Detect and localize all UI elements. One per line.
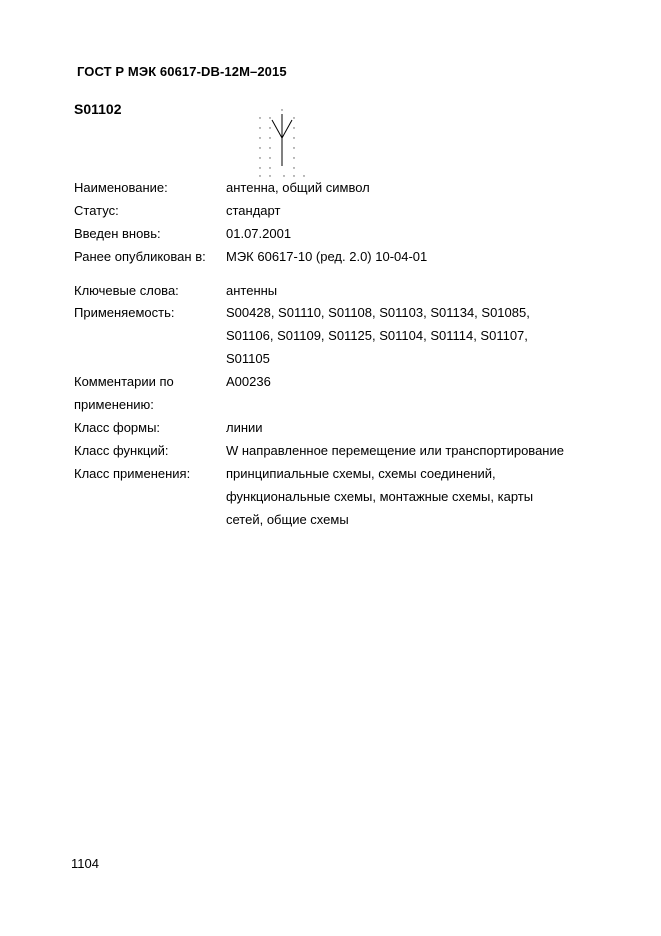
field-value: A00236 — [226, 374, 271, 389]
field-value: стандарт — [226, 203, 281, 218]
field-value: антенна, общий символ — [226, 180, 370, 195]
field-label: Класс формы: — [74, 420, 161, 435]
field-label: Статус: — [74, 203, 119, 218]
field-label: Комментарии по применению: — [74, 374, 174, 412]
field-value: антенны — [226, 283, 278, 298]
antenna-symbol-icon — [254, 108, 310, 180]
field-value: линии — [226, 420, 263, 435]
document-header: ГОСТ Р МЭК 60617-DB-12M–2015 — [77, 64, 287, 79]
field-label: Введен вновь: — [74, 226, 161, 241]
field-value: принципиальные схемы, схемы соединений, функциональные схемы, монтажные схемы, карты сетей, общие схемы — [226, 466, 534, 527]
field-value: W направленное перемещение или транспортирование — [226, 443, 564, 458]
field-label: Ранее опубликован в: — [74, 249, 206, 264]
field-value: S00428, S01110, S01108, S01103, S01134, S01085, S01106, S01109, S01125, S01104, S01114, S01107, S01105 — [226, 305, 530, 366]
field-label: Ключевые слова: — [74, 283, 179, 298]
field-label: Класс применения: — [74, 466, 191, 481]
field-label: Применяемость: — [74, 305, 175, 320]
field-label: Наименование: — [74, 180, 168, 195]
page-number: 1104 — [71, 856, 99, 871]
field-label: Класс функций: — [74, 443, 169, 458]
field-value: МЭК 60617-10 (ред. 2.0) 10-04-01 — [226, 249, 428, 264]
field-value: 01.07.2001 — [226, 226, 292, 241]
symbol-code: S01102 — [74, 101, 122, 117]
